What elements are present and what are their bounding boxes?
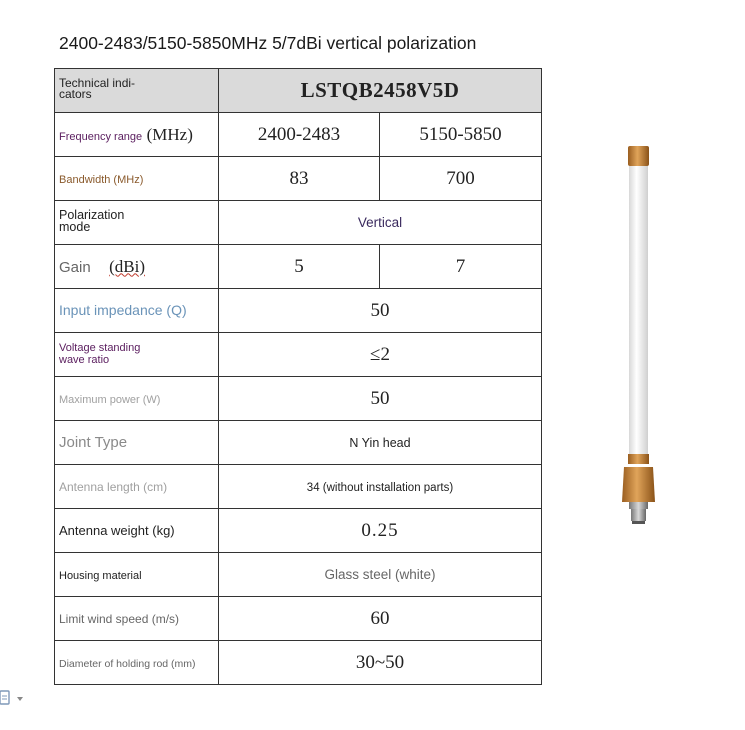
row-value: 50 <box>370 299 390 321</box>
row-value: 60 <box>370 607 390 629</box>
row-label: Polarization mode <box>59 208 125 234</box>
table-row <box>55 421 542 465</box>
row-label: Bandwidth (MHz) <box>59 173 144 186</box>
row-value: N Yin head <box>349 435 411 450</box>
row-label: Antenna weight (kg) <box>59 522 175 538</box>
row-value: 0.25 <box>361 519 399 541</box>
row-value: 30~50 <box>355 651 405 673</box>
table-row <box>55 597 542 641</box>
row-label: Gain <box>59 258 91 276</box>
table-row <box>55 509 542 553</box>
table-row <box>55 245 542 289</box>
row-value: 5 <box>294 255 304 277</box>
page-title: 2400-2483/5150-5850MHz 5/7dBi vertical polarization <box>59 33 477 53</box>
row-label: Diameter of holding rod (mm) <box>59 657 196 670</box>
row-value: Glass steel (white) <box>324 566 436 582</box>
spec-table <box>54 68 542 685</box>
table-row <box>55 289 542 333</box>
row-label: Maximum power (W) <box>59 393 161 406</box>
model-name: LSTQB2458V5D <box>300 78 460 102</box>
row-label: Limit wind speed (m/s) <box>59 611 180 626</box>
row-value: 2400-2483 <box>257 123 341 145</box>
row-value: 7 <box>455 255 466 277</box>
table-row <box>55 553 542 597</box>
row-value: 700 <box>446 167 475 189</box>
row-value: 50 <box>370 387 390 409</box>
row-value: 83 <box>289 167 309 189</box>
paste-options-icon[interactable] <box>0 688 28 710</box>
table-header-row <box>55 69 542 113</box>
row-value: 5150-5850 <box>419 123 502 145</box>
row-unit: (MHz) <box>146 124 193 144</box>
row-value: ≤2 <box>370 343 390 365</box>
row-value: 34 (without installation parts) <box>306 481 454 494</box>
table-row <box>55 377 542 421</box>
header-model-cell <box>219 69 542 113</box>
row-label: Housing material <box>59 569 142 582</box>
header-label-cell <box>55 69 219 113</box>
table-row <box>55 465 542 509</box>
table-row <box>55 157 542 201</box>
row-label: Antenna length (cm) <box>59 479 168 494</box>
row-label: Joint Type <box>59 433 128 451</box>
row-label: Input impedance (Q) <box>59 301 187 318</box>
row-unit: (dBi) <box>109 256 146 276</box>
row-label: Frequency range <box>59 130 143 143</box>
table-row <box>55 641 542 685</box>
table-row <box>55 201 542 245</box>
header-label: Technical indi- cators <box>59 76 136 101</box>
table-row <box>55 333 542 377</box>
row-value: Vertical <box>357 214 403 230</box>
row-label: Voltage standing wave ratio <box>59 341 141 366</box>
table-row <box>55 113 542 157</box>
antenna-image <box>620 142 660 527</box>
